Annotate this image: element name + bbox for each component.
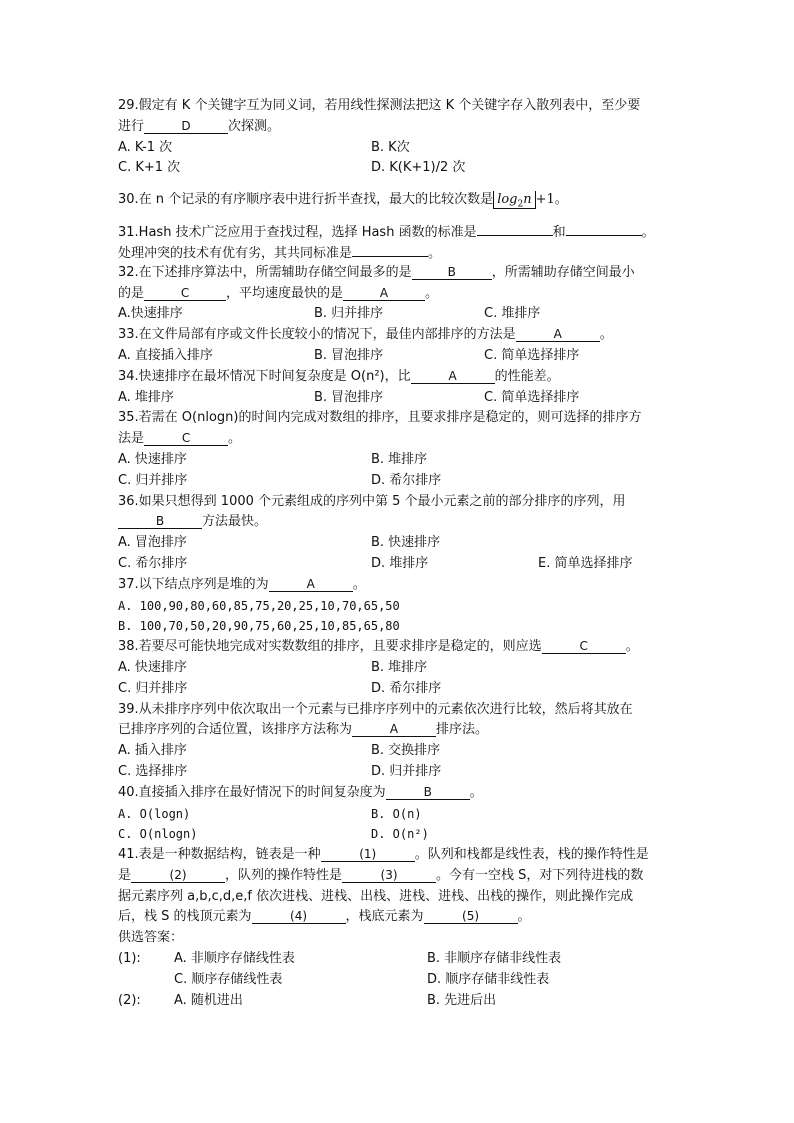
- q41-blank-2: (2): [131, 868, 225, 883]
- q38-option-b: B. 堆排序: [371, 659, 428, 675]
- q29-answer-blank: D: [144, 119, 228, 134]
- q29-option-a: A. K-1 次: [118, 139, 173, 155]
- q41-g2-option-a: A. 随机进出: [174, 992, 243, 1008]
- q39-options-row1: [118, 741, 678, 762]
- q33-option-c: C. 简单选择排序: [484, 347, 580, 363]
- q37-answer-blank: A: [269, 577, 353, 592]
- q36-option-a: A. 冒泡排序: [118, 535, 187, 551]
- q29-post: 次探测。: [228, 118, 281, 134]
- q32-option-b: B. 归并排序: [314, 306, 384, 322]
- q35-answer-blank: C: [144, 431, 228, 446]
- q34-option-c: C. 简单选择排序: [484, 389, 580, 405]
- q29-option-b: B. K次: [371, 139, 410, 155]
- q33-line: 33.在文件局部有序或文件长度较小的情况下，最佳内部排序的方法是 A 。: [118, 327, 613, 343]
- q38-line: 38.若要尽可能快地完成对实数数组的排序，且要求排序是稳定的，则应选 C 。: [118, 639, 639, 655]
- q31-blank2: [566, 221, 642, 236]
- q41-group2-label: (2):: [118, 992, 141, 1008]
- q40-option-b: B. O(n): [371, 806, 422, 821]
- q38-options-row2: [118, 679, 678, 700]
- q34-options: [118, 388, 678, 409]
- q32-answer1-blank: B: [412, 265, 492, 280]
- q34-line: 34.快速排序在最坏情况下时间复杂度是 O(n²)，比 A 的性能差。: [118, 368, 560, 384]
- q36-option-d: D. 堆排序: [371, 555, 429, 571]
- q37-option-b: B. 100,70,50,20,90,75,60,25,10,85,65,80: [118, 619, 400, 634]
- q32-answer3-blank: A: [343, 286, 425, 301]
- q30-floor-formula: $\log_2n$: [493, 191, 535, 209]
- q38-answer-blank: C: [542, 639, 626, 654]
- q35-options-row2: [118, 471, 678, 492]
- q33-option-b: B. 冒泡排序: [314, 347, 384, 363]
- q41-choices-label: 供选答案：: [118, 930, 184, 946]
- q40-option-a: A. O(logn): [118, 806, 191, 821]
- q39-option-b: B. 交换排序: [371, 743, 441, 759]
- q39-line2: 已排序序列的合适位置，该排序方法称为 A 排序法。: [118, 722, 489, 738]
- q35-options-row1: [118, 450, 678, 471]
- q39-answer-blank: A: [352, 722, 436, 737]
- q29-option-c: C. K+1 次: [118, 160, 181, 176]
- q41-group1-label: (1):: [118, 951, 141, 967]
- q30-line: 30.在 n 个记录的有序顺序表中进行折半查找，最大的比较次数是 $\log_2n +1$。: [118, 191, 568, 210]
- q33-answer-blank: A: [516, 327, 600, 342]
- q40-answer-blank: B: [386, 785, 470, 800]
- q36-option-e: E. 简单选择排序: [538, 555, 633, 571]
- q31-line2: 处理冲突的技术有优有劣，其共同标准是 。: [118, 242, 678, 263]
- q38-option-d: D. 希尔排序: [371, 680, 442, 696]
- q39-line1: 39.从未排序序列中依次取出一个元素与已排序序列中的元素依次进行比较，然后将其放在: [118, 701, 633, 717]
- q35-option-a: A. 快速排序: [118, 451, 187, 467]
- q31-blank1: [477, 221, 553, 236]
- q29-option-d: D. K(K+1)/2 次: [371, 160, 466, 176]
- q34-answer-blank: A: [411, 369, 495, 384]
- q29-line1: 29.假定有 K 个关键字互为同义词，若用线性探测法把这 K 个关键字存入散列表中，至少要: [118, 98, 641, 113]
- q41-blank-1: (1): [321, 847, 415, 862]
- q32-line1: 32.在下述排序算法中，所需辅助存储空间最多的是 B ，所需辅助存储空间最小: [118, 264, 635, 280]
- q33-option-a: A. 直接插入排序: [118, 347, 213, 363]
- q39-option-c: C. 选择排序: [118, 763, 188, 779]
- q38-options-row1: [118, 658, 678, 679]
- q40-option-c: C. O(nlogn): [118, 827, 198, 842]
- q37-option-a: A. 100,90,80,60,85,75,20,25,10,70,65,50: [118, 598, 400, 613]
- q36-line1: 36.如果只想得到 1000 个元素组成的序列中第 5 个最小元素之前的部分排序的序列，用: [118, 493, 626, 509]
- q31-line1: 31.Hash 技术广泛应用于查找过程，选择 Hash 函数的标准是 和 。: [118, 221, 678, 242]
- q36-options-row2: [118, 554, 678, 575]
- q35-option-c: C. 归并排序: [118, 472, 188, 488]
- q34-option-b: B. 冒泡排序: [314, 389, 384, 405]
- q41-line1: 41.表是一种数据结构，链表是一种 (1) 。队列和栈都是线性表，栈的操作特性是: [118, 847, 649, 863]
- q39-options-row2: [118, 762, 678, 783]
- q41-blank-3: (3): [342, 868, 436, 883]
- q32-option-a: A.快速排序: [118, 306, 183, 322]
- q35-option-b: B. 堆排序: [371, 451, 428, 467]
- q40-options-row1: [118, 804, 678, 825]
- q33-options: [118, 346, 678, 367]
- q41-g1-option-c: C. 顺序存储线性表: [174, 971, 283, 987]
- q40-option-d: D. O(n²): [371, 827, 429, 842]
- q36-line2: B 方法最快。: [118, 512, 678, 533]
- q41-g1-option-a: A. 非顺序存储线性表: [174, 951, 295, 967]
- q41-group2-row1: [118, 991, 678, 1012]
- q32-line2: 的是 C ，平均速度最快的是 A 。: [118, 285, 439, 301]
- q41-line2: 是 (2) ，队列的操作特性是 (3) 。今有一空栈 S，对下列待进栈的数: [118, 867, 644, 883]
- q36-option-b: B. 快速排序: [371, 535, 441, 551]
- q41-g1-option-b: B. 非顺序存储非线性表: [427, 951, 562, 967]
- q41-g2-option-b: B. 先进后出: [427, 992, 497, 1008]
- q36-answer-blank: B: [118, 514, 202, 529]
- q30-plus-one: +1: [535, 192, 555, 208]
- q38-option-a: A. 快速排序: [118, 659, 187, 675]
- q41-line3: 据元素序列 a,b,c,d,e,f 依次进栈、进栈、出栈、进栈、进栈、出栈的操作，则此操作完成: [118, 888, 634, 904]
- q40-options-row2: [118, 824, 678, 845]
- q32-answer2-blank: C: [144, 286, 226, 301]
- q36-option-c: C. 希尔排序: [118, 555, 188, 571]
- q32-options: [118, 304, 678, 325]
- q30-text: 30.在 n 个记录的有序顺序表中进行折半查找，最大的比较次数是: [118, 192, 494, 208]
- q37-line: 37.以下结点序列是堆的为 A 。: [118, 576, 366, 592]
- q41-line4: 后，栈 S 的栈顶元素为 (4) ，栈底元素为 (5) 。: [118, 909, 531, 925]
- q39-option-d: D. 归并排序: [371, 763, 442, 779]
- q31-blank3: [352, 242, 428, 257]
- q35-line2: 法是 C 。: [118, 431, 242, 447]
- q40-line: 40.直接插入排序在最好情况下的时间复杂度为 B 。: [118, 784, 483, 800]
- q41-blank-4: (4): [252, 909, 346, 924]
- q34-option-a: A. 堆排序: [118, 389, 174, 405]
- q39-option-a: A. 插入排序: [118, 743, 187, 759]
- q41-g1-option-d: D. 顺序存储非线性表: [427, 971, 550, 987]
- q41-group1-row1: [118, 949, 678, 970]
- q38-option-c: C. 归并排序: [118, 680, 188, 696]
- q29-line2: [118, 117, 678, 138]
- q35-line1: 35.若需在 O(nlogn)的时间内完成对数组的排序，且要求排序是稳定的，则可选择的排序方: [118, 410, 642, 426]
- q35-option-d: D. 希尔排序: [371, 472, 442, 488]
- q29-options-row2: [118, 158, 678, 179]
- q29-options-row1: [118, 138, 678, 159]
- q41-blank-5: (5): [424, 909, 518, 924]
- exam-page: [118, 96, 678, 1011]
- q32-option-c: C. 堆排序: [484, 306, 541, 322]
- q36-options-row1: [118, 533, 678, 554]
- q29-pre: 进行: [118, 118, 145, 134]
- q41-group1-row2: [118, 970, 678, 991]
